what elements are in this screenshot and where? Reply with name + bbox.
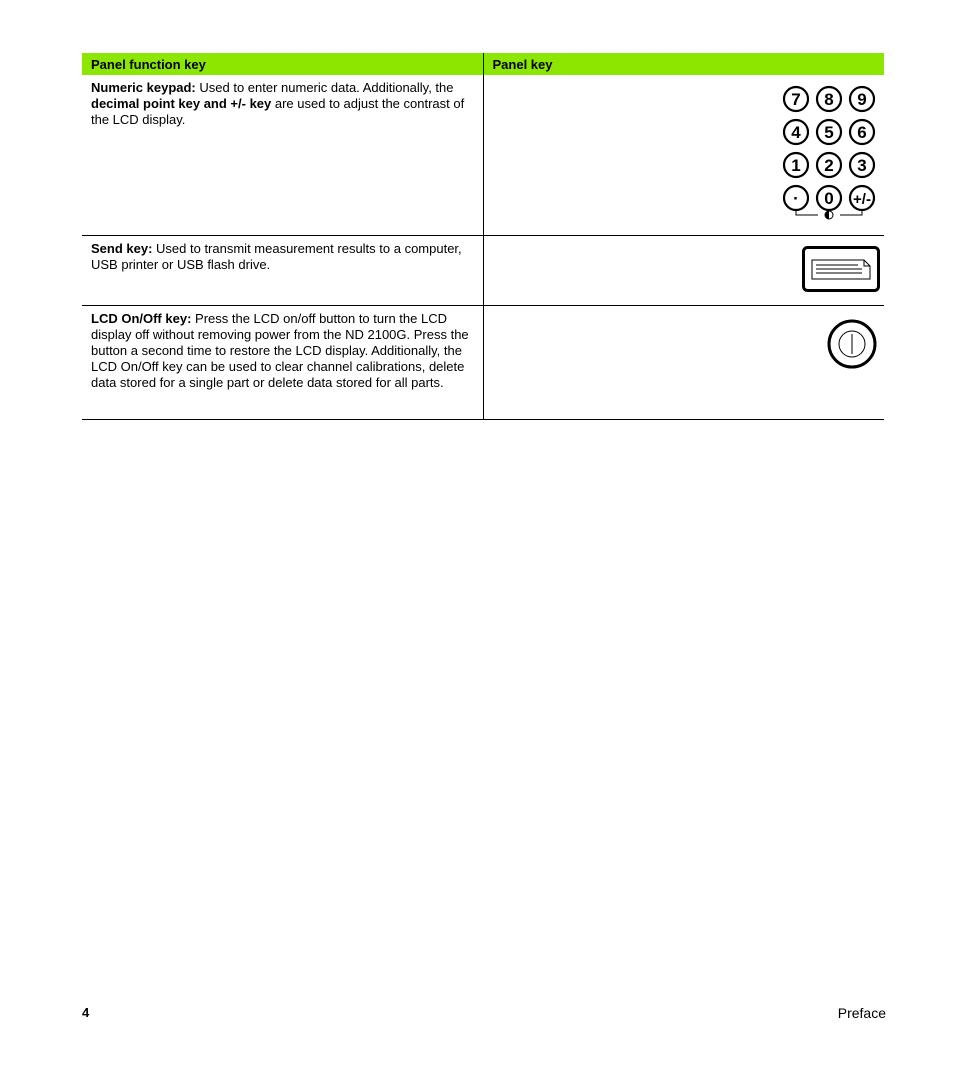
header-panel-key: Panel key <box>483 53 884 75</box>
numeric-keypad-description <box>82 75 483 236</box>
row-title: Send key: <box>91 241 153 256</box>
send-key-cell <box>483 236 884 306</box>
table-row <box>82 306 884 420</box>
contrast-icon <box>825 211 833 219</box>
section-name: Preface <box>837 1005 886 1021</box>
numeric-keypad-cell <box>483 75 884 236</box>
key-4: 4 <box>791 123 801 142</box>
page-number: 4 <box>82 1005 90 1020</box>
row-bold-text: decimal point key and +/- key <box>91 96 272 111</box>
lcd-onoff-key-description <box>82 306 483 420</box>
key-5: 5 <box>824 123 834 142</box>
row-text: Used to enter numeric data. Additionally, the <box>195 80 454 95</box>
key-plus-minus: +/- <box>853 191 871 208</box>
key-decimal-point: · <box>793 189 799 208</box>
key-3: 3 <box>857 156 867 175</box>
table-row <box>82 75 884 236</box>
panel-key-table <box>82 53 884 420</box>
send-key-description <box>82 236 483 306</box>
header-panel-function-key: Panel function key <box>82 53 483 75</box>
row-text: Used to transmit measurement results to a computer, USB printer or USB flash drive. <box>91 241 462 272</box>
power-icon <box>826 318 878 370</box>
send-key-icon <box>802 246 880 292</box>
key-2: 2 <box>824 156 834 175</box>
table-row <box>82 236 884 306</box>
lcd-onoff-key-cell <box>483 306 884 420</box>
key-1: 1 <box>791 156 801 175</box>
key-7: 7 <box>791 90 801 109</box>
row-text: are used to adjust the contrast of the LCD display. <box>91 96 465 127</box>
row-title: LCD On/Off key: <box>91 311 192 326</box>
row-text: Press the LCD on/off button to turn the LCD display off without removing power from the ND 2100G. Press the button a second time to restore the LCD display. Additionally, the LCD On/Off key can be used to clear channel calibrations, delete data stored for a single part or delete data stored for all parts. <box>91 311 469 390</box>
key-8: 8 <box>824 90 834 109</box>
table-header-row <box>82 53 884 75</box>
row-title: Numeric keypad: <box>91 80 196 95</box>
key-9: 9 <box>857 90 867 109</box>
key-0: 0 <box>824 189 834 208</box>
key-6: 6 <box>857 123 867 142</box>
numeric-keypad-icon <box>778 84 878 220</box>
